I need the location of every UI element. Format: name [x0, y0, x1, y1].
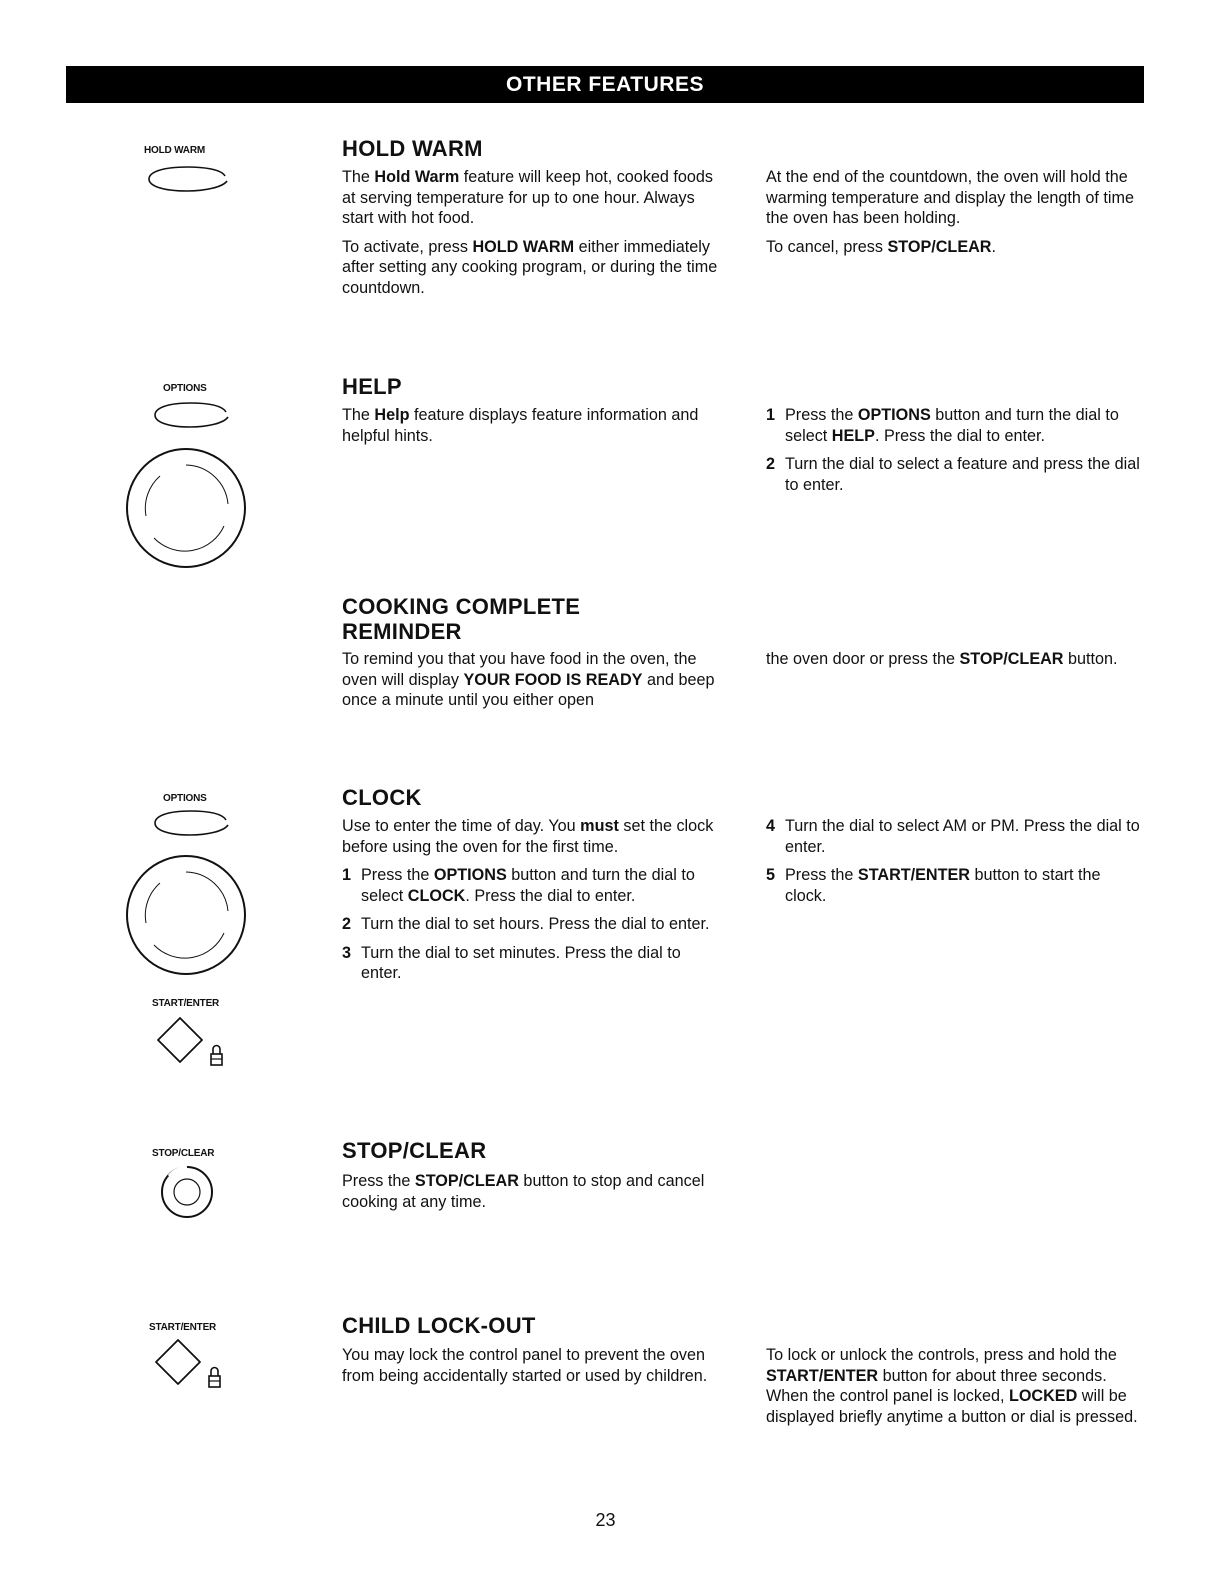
hold-warm-right-column [766, 167, 1146, 265]
hold-warm-button-label: HOLD WARM [144, 145, 205, 156]
options-button-label-2: OPTIONS [163, 793, 207, 804]
options-button-icon-2[interactable] [150, 810, 232, 838]
reminder-left-column [342, 649, 722, 719]
hold-warm-heading: HOLD WARM [342, 136, 483, 161]
clock-step-2: 2 Turn the dial to set hours. Press the dial to enter. [342, 915, 710, 933]
hold-warm-paragraph-3: At the end of the countdown, the oven will hold the warming temperature and display the length of time the oven has been holding. [766, 168, 1135, 227]
dial-icon[interactable] [124, 446, 248, 570]
clock-step-3: 3 Turn the dial to set minutes. Press the dial to enter. [342, 943, 681, 982]
child-lock-paragraph-2: To lock or unlock the controls, press and hold the START/ENTER button for about three seconds. When the control panel is locked, LOCKED will be displayed briefly anytime a button or dial is pressed. [766, 1346, 1138, 1426]
help-paragraph-1: The Help feature displays feature information and helpful hints. [342, 406, 699, 445]
hold-warm-paragraph-2: To activate, press HOLD WARM either immediately after setting any cooking program, or during the time countdown. [342, 237, 718, 297]
hold-warm-paragraph-4: To cancel, press STOP/CLEAR. [766, 237, 997, 256]
reminder-heading-line-1: COOKING COMPLETE [342, 594, 581, 619]
reminder-right-column [766, 649, 1146, 678]
help-step-1: 1 Press the OPTIONS button and turn the dial to select HELP. Press the dial to enter. [766, 406, 1119, 445]
stop-clear-paragraph-1: Press the STOP/CLEAR button to stop and cancel cooking at any time. [342, 1172, 705, 1211]
start-enter-button-icon[interactable] [150, 1014, 238, 1072]
hold-warm-button-icon[interactable] [143, 166, 231, 194]
help-left-column [342, 405, 722, 454]
help-heading: HELP [342, 374, 402, 399]
options-button-label: OPTIONS [163, 383, 207, 394]
clock-paragraph-1: Use to enter the time of day. You must set the clock before using the oven for the first time. [342, 817, 714, 856]
stop-clear-heading: STOP/CLEAR [342, 1138, 487, 1163]
clock-step-1: 1 Press the OPTIONS button and turn the dial to select CLOCK. Press the dial to enter. [342, 866, 695, 905]
stop-clear-button-icon[interactable] [159, 1164, 215, 1220]
clock-left-column [342, 816, 722, 992]
clock-heading: CLOCK [342, 785, 422, 810]
start-enter-button-icon-2[interactable] [148, 1336, 236, 1394]
reminder-heading-line-2: REMINDER [342, 619, 462, 644]
child-lock-paragraph-1: You may lock the control panel to prevent the oven from being accidentally started or used by children. [342, 1346, 708, 1385]
page-number: 23 [595, 1510, 616, 1530]
stop-clear-left-column [342, 1171, 722, 1220]
reminder-paragraph-2: the oven door or press the STOP/CLEAR button. [766, 650, 1118, 668]
help-right-column [766, 405, 1146, 503]
start-enter-button-label-2: START/ENTER [149, 1322, 217, 1333]
clock-right-column [766, 816, 1146, 914]
hold-warm-left-column [342, 167, 722, 306]
reminder-paragraph-1: To remind you that you have food in the oven, the oven will display YOUR FOOD IS READY and beep once a minute until you either open [342, 650, 715, 709]
help-step-2: 2 Turn the dial to select a feature and press the dial to enter. [766, 455, 1140, 494]
dial-icon-2[interactable] [124, 853, 248, 977]
options-button-icon[interactable] [150, 402, 232, 430]
clock-step-4: 4 Turn the dial to select AM or PM. Press the dial to enter. [766, 817, 1140, 856]
child-lock-right-column [766, 1345, 1146, 1435]
hold-warm-paragraph-1: The Hold Warm feature will keep hot, cooked foods at serving temperature for up to one hour. Always start with hot food. [342, 168, 714, 227]
page-banner: OTHER FEATURES [66, 66, 1144, 103]
start-enter-button-label: START/ENTER [152, 998, 220, 1009]
stop-clear-button-label: STOP/CLEAR [152, 1148, 215, 1159]
clock-step-5: 5 Press the START/ENTER button to start the clock. [766, 866, 1101, 905]
child-lock-heading: CHILD LOCK-OUT [342, 1313, 536, 1338]
child-lock-left-column [342, 1345, 722, 1394]
